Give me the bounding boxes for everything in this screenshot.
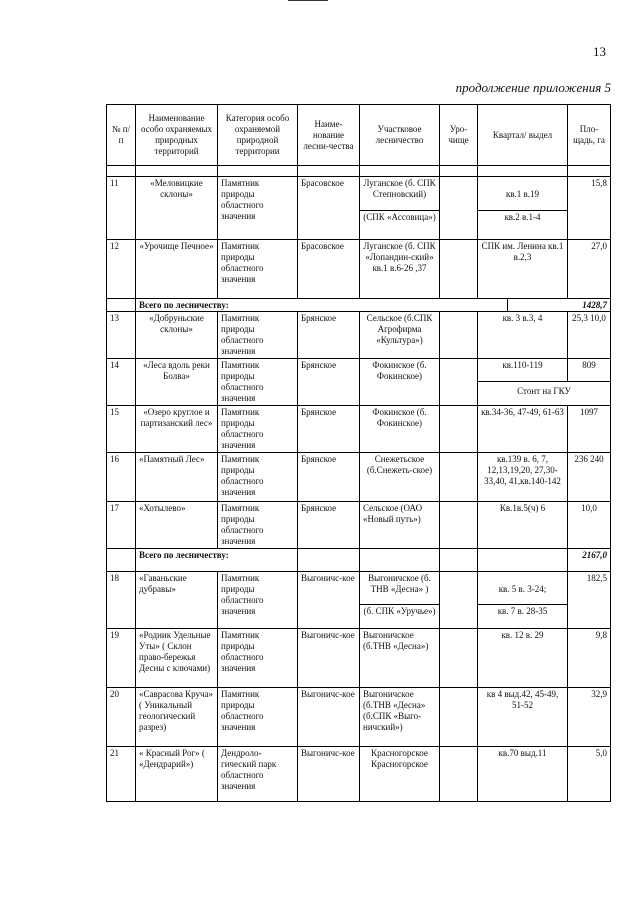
header-local-forestry: Участковое лесничество <box>359 105 439 165</box>
header-num: № п/п <box>111 124 131 145</box>
table-row: 21 « Красный Рог» ( «Дендрарий») Дендроло-гический парк областного значения Выгоничс-кое Красногорское Красногорское кв.70 выд.11 5,0 <box>107 746 610 801</box>
header-quarter: Квартал/ выдел <box>477 105 567 165</box>
table-row: 12 «Урочище Печное» Памятник природы областного значения Брасовское Луганское (б. СПК «Лопандин-ский» кв.1 в.6-26 ,37 СПК им. Ленина кв.1 в.2,3 27,0 <box>107 239 610 298</box>
row-number <box>107 299 135 311</box>
page-number: 13 <box>593 44 606 59</box>
table-row: 16 «Памятный Лес» Памятник природы областного значения Брянское Снежетьское (б.Снежеть-ское) кв.139 в. 6, 7, 12,13,19,20, 27,30-33,40, 41,кв.140-142 236 240 <box>107 452 610 501</box>
table-row: 11 «Меловицкие склоны» Памятник природы областного значения Брасовское Луганское (б. СПК Степновский) (СПК «Ассовица») кв.1 в.19 кв.2 в.1-4 15,8 <box>107 176 610 239</box>
subtotal-label: Всего по лесничеству: <box>135 549 297 571</box>
row-number: 11 <box>110 178 119 188</box>
subtotal-row <box>107 298 610 311</box>
subtotal-value: 2167,0 <box>567 549 610 571</box>
continuation-caption: продолжение приложения 5 <box>455 80 611 95</box>
row-number: 12 <box>110 241 119 251</box>
row-number: 17 <box>110 503 119 513</box>
header-tract: Уро-чище <box>439 105 477 165</box>
subtotal-value: 1428,7 <box>507 299 610 311</box>
registry-note: Стонт на ГКУ <box>478 381 610 401</box>
row-number: 21 <box>110 748 119 758</box>
row-number: 14 <box>110 360 119 370</box>
table-row: 20 «Саврасова Круча» ( Уникальный геологический разрез) Памятник природы областного значения Выгоничс-кое Выгоничское (б.ТНВ «Десна» (б.СПК «Выго-ничский») кв 4 выд.42, 45-49, 51-52 32,9 <box>107 687 610 746</box>
table-row: 17 «Хотылево» Памятник природы областного значения Брянское Сельское (ОАО «Новый путь») Кв.1в.5(ч) 6 10,0 <box>107 501 610 548</box>
table-row: 15 «Озеро круглое и партизанский лес» Памятник природы областного значения Брянское Фокинское (б. Фокинское) кв.34-36, 47-49, 61-63 1097 <box>107 405 610 452</box>
subtotal-row <box>107 548 610 571</box>
row-number: 19 <box>110 630 119 640</box>
table-row: 14 «Леса вдоль реки Болва» Памятник природы областного значения Брянское Фокинское (б. Фокинское) кв.110-119 809 Стонт на ГКУ <box>107 358 610 405</box>
table-header <box>107 105 610 165</box>
row-number: 20 <box>110 689 119 699</box>
row-number: 13 <box>110 313 119 323</box>
header-area: Пло-щадь, га <box>567 105 610 165</box>
row-number: 18 <box>110 573 119 583</box>
row-number: 15 <box>110 407 119 417</box>
header-category: Категория особо охраняемой природной территории <box>217 105 297 165</box>
row-number <box>107 166 135 176</box>
spacer-row <box>107 165 610 176</box>
header-forestry: Наиме-нование лесни-чества <box>297 105 359 165</box>
row-number: 16 <box>110 454 119 464</box>
reserve-table <box>106 104 611 802</box>
table-row: 19 «Родник Удельные Уты» ( Склон право-бережья Десны с ключами) Памятник природы областного значения Выгоничс-кое Выгоничское (б.ТНВ «Десна») кв. 12 в. 29 9,8 <box>107 628 610 687</box>
top-mark <box>288 0 328 4</box>
subtotal-label: Всего по лесничеству: <box>135 299 507 311</box>
table-row: 18 «Гаваньские дубравы» Памятник природы областного значения Выгоничс-кое Выгоничское (б. ТНВ «Десна» ) (б. СПК «Уручье») кв. 5 в. 3-24; кв. 7 в. 28-35 182,5 <box>107 571 610 628</box>
row-number <box>107 549 135 571</box>
header-name: Наименование особо охраняемых природных территорий <box>135 105 217 165</box>
table-row: 13 «Добруньские склоны» Памятник природы областного значения Брянское Сельское (б.СПК Агрофирма «Культура») кв. 3 в.3, 4 25,3 10,0 <box>107 311 610 358</box>
